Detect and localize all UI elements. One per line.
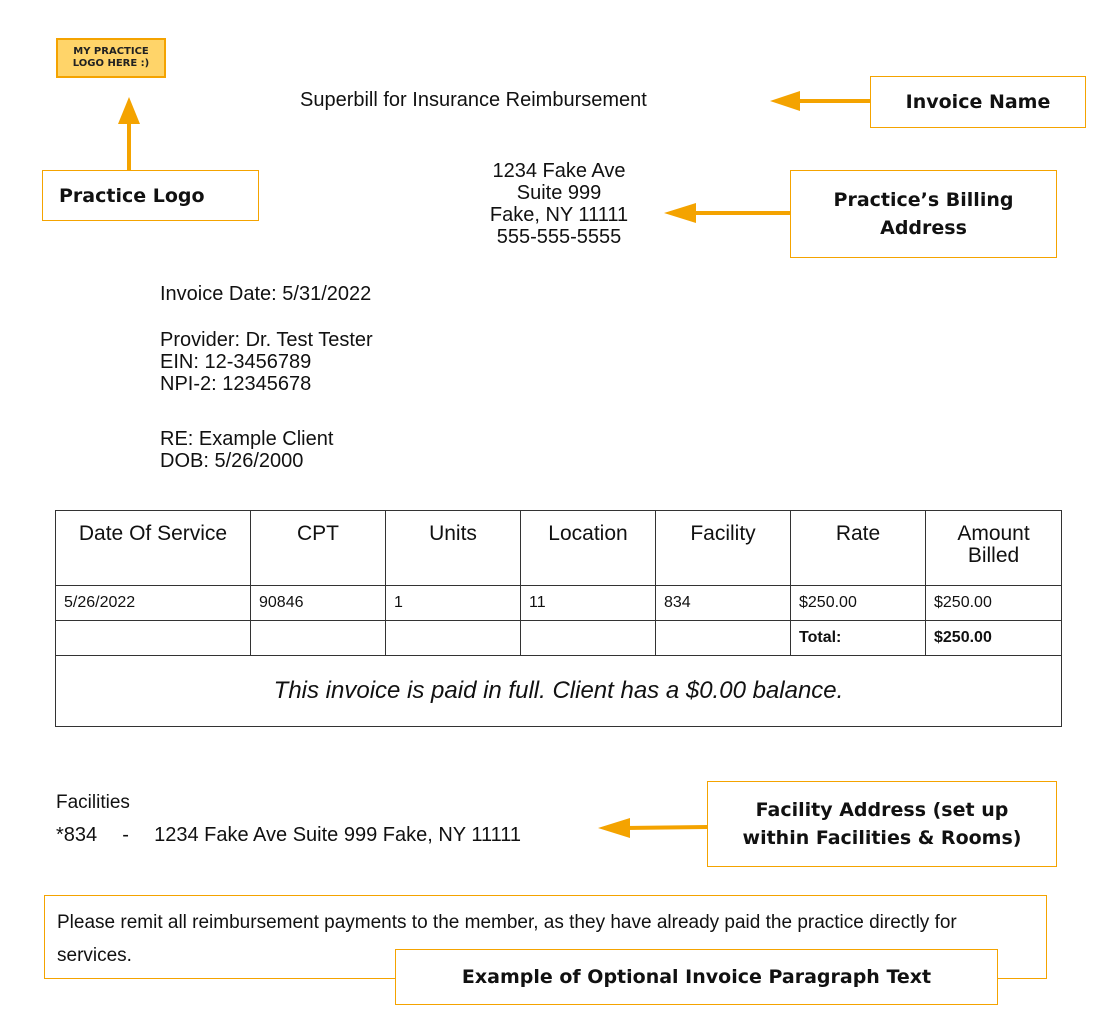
facility-address: 1234 Fake Ave Suite 999 Fake, NY 11111 [154, 824, 522, 846]
cell-facility: 834 [656, 586, 791, 621]
invoice-date [160, 283, 371, 305]
callout-facility-address-text: Facility Address (set up within Facilities & Rooms) [742, 799, 1022, 849]
cell-empty-5 [656, 621, 791, 656]
callout-paragraph-text-label: Example of Optional Invoice Paragraph Text [461, 966, 932, 988]
table-header-row [56, 511, 1062, 586]
header-cpt: CPT [251, 511, 386, 586]
cell-total-label: Total: [791, 621, 926, 656]
superbill-table [55, 510, 1062, 727]
header-date-of-service: Date Of Service [56, 511, 251, 586]
callout-practice-logo [42, 170, 259, 221]
provider-name: Provider: Dr. Test Tester [160, 329, 373, 351]
address-line-2: Suite 999 [516, 182, 602, 204]
provider-ein: EIN: 12-3456789 [160, 351, 312, 373]
paid-in-full-note: This invoice is paid in full. Client has a $0.00 balance. [56, 656, 1062, 727]
callout-paragraph-text [395, 949, 998, 1005]
cell-date: 5/26/2022 [56, 586, 251, 621]
logo-line-1: MY PRACTICE [73, 46, 149, 57]
header-facility: Facility [656, 511, 791, 586]
header-location: Location [521, 511, 656, 586]
table-note-row [56, 656, 1062, 727]
address-line-4: 555-555-5555 [496, 226, 622, 248]
table-row [56, 586, 1062, 621]
cell-empty-1 [56, 621, 251, 656]
header-units: Units [386, 511, 521, 586]
invoice-date-text: Invoice Date: 5/31/2022 [160, 283, 372, 305]
billing-address [440, 160, 678, 248]
cell-rate: $250.00 [791, 586, 926, 621]
cell-cpt: 90846 [251, 586, 386, 621]
cell-units: 1 [386, 586, 521, 621]
callout-practice-logo-text: Practice Logo [59, 184, 205, 207]
invoice-title [300, 89, 800, 111]
callout-facility-address [707, 781, 1057, 867]
cell-location: 11 [521, 586, 656, 621]
invoice-title-text: Superbill for Insurance Reimbursement [300, 89, 647, 111]
address-line-1: 1234 Fake Ave [492, 160, 626, 182]
arrow-facility-line [625, 827, 707, 828]
client-dob: DOB: 5/26/2000 [160, 450, 304, 472]
invoice-paragraph-text: Please remit all reimbursement payments to the member, as they have already paid the practice directly for services. [57, 912, 957, 966]
callout-invoice-name-text: Invoice Name [905, 91, 1051, 113]
callout-billing-address-text: Practice’s Billing Address [833, 189, 1014, 239]
header-amount-billed: Amount Billed [926, 511, 1062, 586]
client-name: RE: Example Client [160, 428, 334, 450]
facilities-heading-text: Facilities [56, 792, 130, 813]
facilities-heading [56, 792, 130, 814]
arrow-facility-head [598, 818, 630, 838]
callout-invoice-name [870, 76, 1086, 128]
facility-id: *834 [56, 824, 98, 846]
callout-billing-address [790, 170, 1057, 258]
cell-empty-4 [521, 621, 656, 656]
arrow-logo-head [118, 97, 140, 124]
header-rate: Rate [791, 511, 926, 586]
facility-separator: - [122, 824, 129, 846]
address-line-3: Fake, NY 11111 [489, 204, 629, 226]
cell-amount: $250.00 [926, 586, 1062, 621]
cell-empty-3 [386, 621, 521, 656]
cell-empty-2 [251, 621, 386, 656]
facility-entry [56, 824, 521, 847]
provider-info [160, 329, 373, 395]
provider-npi: NPI-2: 12345678 [160, 373, 312, 395]
cell-total-amount: $250.00 [926, 621, 1062, 656]
table-total-row [56, 621, 1062, 656]
logo-line-2: LOGO HERE :) [72, 58, 150, 69]
client-info [160, 428, 333, 472]
